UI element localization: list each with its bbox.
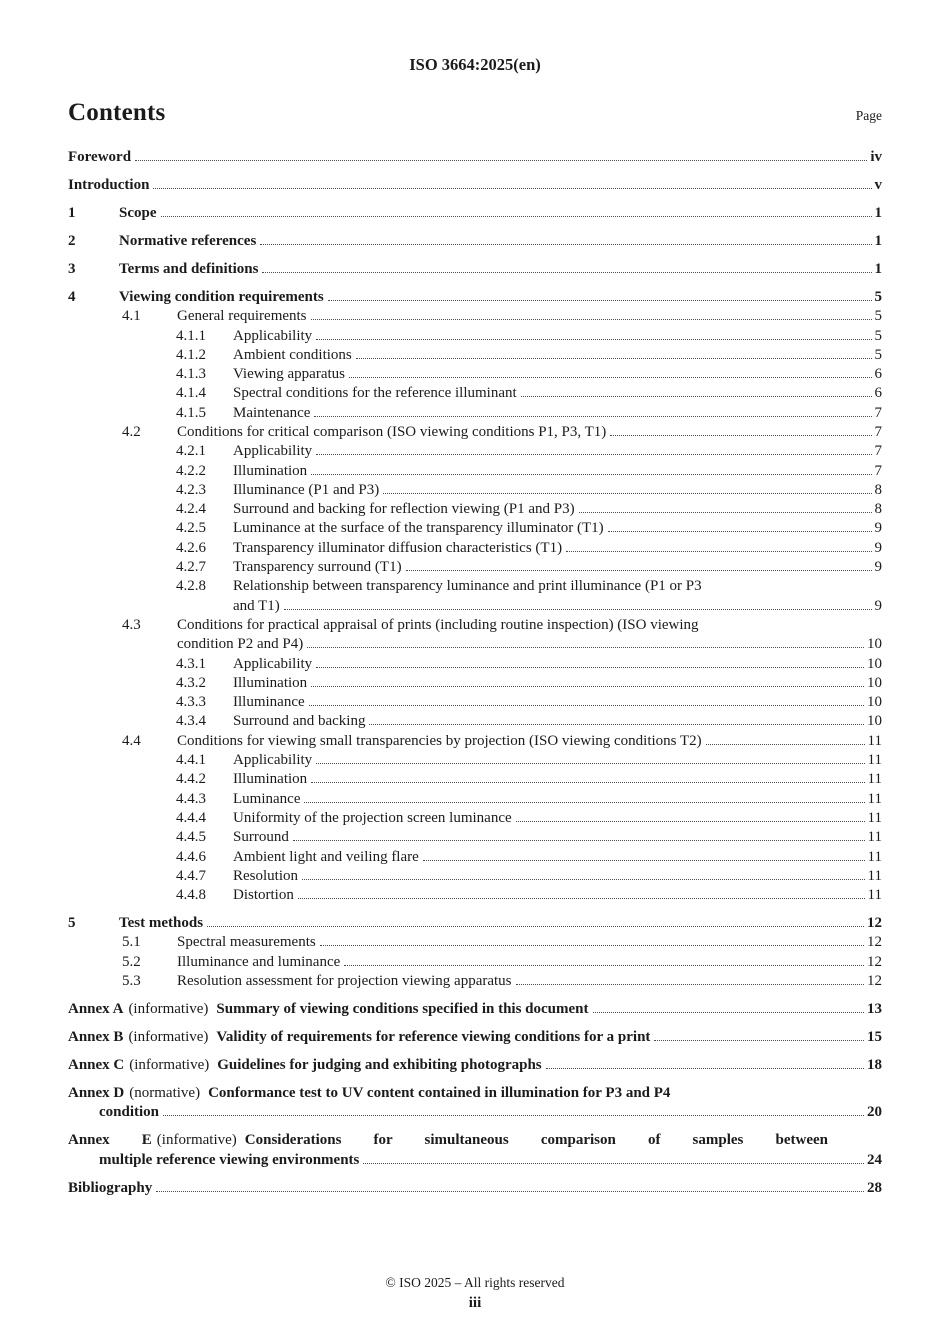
clause-number: 4.4 — [122, 732, 141, 749]
clause-number: 4.1.5 — [176, 404, 206, 421]
dot-leader — [516, 821, 865, 822]
toc-title: Normative references — [119, 232, 257, 249]
clause-number: 5.3 — [122, 973, 141, 989]
clause-number: 4.2.5 — [176, 520, 206, 537]
clause-number: 4.2.6 — [176, 539, 206, 556]
toc-entry — [68, 867, 882, 886]
toc-page-number: 5 — [874, 346, 882, 363]
clause-number: 4.1.1 — [176, 327, 206, 344]
clause-number: 4.4.3 — [176, 790, 206, 807]
toc-page-number: 5 — [874, 288, 882, 305]
toc-clause-row — [68, 327, 882, 346]
clause-number: 4 — [68, 288, 76, 305]
toc-entry — [68, 442, 882, 461]
annex-label: Annex A — [68, 1000, 124, 1017]
toc-title-continued: and T1) — [233, 597, 280, 614]
toc-title: Applicability — [233, 327, 313, 344]
dot-leader — [516, 984, 864, 985]
dot-leader — [311, 319, 872, 320]
toc-clause-row — [68, 539, 882, 558]
dot-leader — [610, 435, 871, 436]
toc-clause-row — [68, 914, 882, 933]
toc-entry — [68, 1084, 882, 1123]
toc-page-number: 12 — [867, 953, 882, 970]
annex-qualifier: (informative) — [129, 1056, 210, 1073]
dot-leader — [363, 1163, 864, 1164]
toc-entry — [68, 288, 882, 307]
footer-page-number: iii — [468, 1295, 482, 1311]
toc-entry — [68, 1056, 882, 1075]
toc-page-number: 11 — [867, 790, 882, 807]
toc-page-number: 7 — [874, 404, 882, 421]
toc-title: Illuminance (P1 and P3) — [233, 481, 380, 498]
annex-label: Annex C — [68, 1056, 125, 1073]
toc-annex-continuation — [68, 1151, 882, 1170]
dot-leader — [316, 339, 871, 340]
toc-entry — [68, 1028, 882, 1047]
toc-page-number: 10 — [867, 713, 882, 730]
toc-page-number: 24 — [867, 1151, 882, 1168]
clause-number: 4.3.1 — [176, 655, 206, 672]
toc-title: Surround — [233, 829, 289, 846]
toc-page-number: 9 — [874, 520, 882, 537]
annex-title-continued: multiple reference viewing environments — [99, 1151, 360, 1168]
toc-title: Viewing condition requirements — [119, 288, 324, 305]
toc-page-number: 11 — [867, 732, 882, 749]
toc-entry — [68, 674, 882, 693]
dot-leader — [311, 782, 864, 783]
clause-number: 3 — [68, 260, 76, 277]
toc-page-number: 12 — [867, 915, 882, 932]
toc-page-number: 13 — [867, 1000, 882, 1017]
toc-clause-row — [68, 462, 882, 481]
toc-clause-row — [68, 693, 882, 712]
toc-entry — [68, 176, 882, 195]
toc-entry — [68, 1179, 882, 1198]
dot-leader — [307, 647, 864, 648]
toc-page-number: 9 — [874, 597, 882, 614]
dot-leader — [262, 272, 871, 273]
toc-list — [68, 148, 882, 1198]
toc-entry — [68, 972, 882, 991]
toc-clause-row — [68, 972, 882, 991]
toc-clause-row — [68, 674, 882, 693]
clause-number: 4.3.3 — [176, 694, 206, 711]
toc-title: Ambient conditions — [233, 346, 352, 363]
toc-title: Illumination — [233, 462, 308, 479]
toc-clause-row — [68, 346, 882, 365]
dot-leader — [706, 744, 865, 745]
clause-number: 5.2 — [122, 953, 141, 970]
clause-number: 4.2 — [122, 424, 141, 440]
toc-page-number: v — [874, 176, 882, 193]
annex-title: Validity of requirements for reference viewing conditions for a print — [216, 1028, 651, 1045]
toc-page-number: 12 — [867, 973, 882, 989]
toc-page-number: 1 — [874, 260, 882, 277]
toc-title: Resolution assessment for projection viewing apparatus — [177, 973, 512, 989]
dot-leader — [314, 416, 871, 417]
dot-leader — [163, 1115, 864, 1116]
toc-clause-row — [68, 828, 882, 847]
toc-title: Conditions for viewing small transparencies by projection (ISO viewing conditions T2) — [177, 732, 702, 749]
toc-page-number: 6 — [874, 366, 882, 383]
toc-title: Luminance — [233, 790, 301, 807]
clause-number: 5.1 — [122, 934, 141, 951]
annex-label: Annex E — [68, 1132, 152, 1149]
toc-annex-heading — [68, 1056, 882, 1075]
toc-clause-row — [68, 404, 882, 423]
toc-title: Transparency illuminator diffusion characteristics (T1) — [233, 539, 563, 556]
toc-title: Surround and backing — [233, 713, 366, 730]
toc-entry — [68, 404, 882, 423]
toc-heading — [68, 176, 882, 195]
toc-title: Scope — [119, 204, 157, 221]
toc-annex-heading — [68, 1084, 882, 1103]
annex-qualifier: (informative) — [128, 1028, 209, 1045]
toc-page-number: 5 — [874, 308, 882, 325]
toc-clause-row — [68, 384, 882, 403]
toc-entry — [68, 933, 882, 952]
toc-page-number: 11 — [867, 867, 882, 884]
annex-title: Guidelines for judging and exhibiting photographs — [217, 1056, 542, 1073]
toc-annex-heading — [68, 1131, 828, 1150]
toc-page-number: 11 — [867, 771, 882, 788]
toc-title: Conditions for critical comparison (ISO viewing conditions P1, P3, T1) — [177, 424, 607, 440]
toc-clause-row — [68, 260, 882, 279]
dot-leader — [328, 300, 872, 301]
dot-leader — [579, 512, 872, 513]
clause-number: 1 — [68, 204, 76, 221]
toc-entry — [68, 1000, 882, 1019]
toc-entry — [68, 539, 882, 558]
toc-clause-row — [68, 809, 882, 828]
toc-page-number: 10 — [867, 694, 882, 711]
toc-annex-continuation — [68, 1103, 882, 1122]
toc-clause-continuation — [68, 635, 882, 654]
toc-entry — [68, 751, 882, 770]
dot-leader — [593, 1012, 864, 1013]
toc-entry — [68, 423, 882, 442]
clause-number: 4.2.7 — [176, 559, 206, 576]
toc-title: Applicability — [233, 752, 313, 769]
toc-title: Introduction — [68, 176, 150, 193]
toc-entry — [68, 732, 882, 751]
dot-leader — [566, 551, 871, 552]
page-footer — [0, 1274, 950, 1313]
toc-entry — [68, 481, 882, 500]
clause-number: 4.4.7 — [176, 867, 206, 884]
dot-leader — [316, 454, 871, 455]
dot-leader — [316, 763, 864, 764]
toc-clause-row — [68, 365, 882, 384]
toc-title: Applicability — [233, 655, 313, 672]
clause-number: 4.2.3 — [176, 481, 206, 498]
toc-clause-row — [68, 423, 882, 442]
dot-leader — [156, 1191, 864, 1192]
toc-page-number: 11 — [867, 752, 882, 769]
dot-leader — [320, 945, 864, 946]
toc-title: Transparency surround (T1) — [233, 559, 402, 576]
annex-title: Conformance test to UV content contained in illumination for P3 and P4 — [208, 1084, 671, 1101]
clause-number: 4.4.8 — [176, 887, 206, 904]
toc-clause-row — [68, 500, 882, 519]
page-title: Contents — [68, 99, 166, 126]
clause-number: 4.3.4 — [176, 713, 206, 730]
toc-entry — [68, 828, 882, 847]
toc-entry — [68, 914, 882, 933]
toc-clause-row — [68, 307, 882, 326]
toc-page-number: 7 — [874, 462, 882, 479]
toc-entry — [68, 384, 882, 403]
clause-number: 4.4.5 — [176, 829, 206, 846]
toc-page-number: 10 — [867, 674, 882, 691]
toc-entry — [68, 848, 882, 867]
toc-title: Surround and backing for reflection viewing (P1 and P3) — [233, 501, 575, 518]
toc-clause-row — [68, 577, 882, 596]
toc-clause-row — [68, 519, 882, 538]
toc-page-number: 28 — [867, 1179, 882, 1196]
toc-clause-row — [68, 442, 882, 461]
toc-page-number: 10 — [867, 655, 882, 672]
dot-leader — [311, 686, 864, 687]
toc-page-number: 7 — [874, 443, 882, 460]
dot-leader — [153, 188, 871, 189]
toc-clause-row — [68, 953, 882, 972]
dot-leader — [383, 493, 871, 494]
toc-page-number: 15 — [867, 1028, 882, 1045]
toc-title: Spectral measurements — [177, 934, 316, 951]
toc-heading — [68, 148, 882, 167]
contents-title-row — [68, 99, 882, 127]
toc-title: Illuminance — [233, 694, 305, 711]
toc-entry — [68, 693, 882, 712]
dot-leader — [293, 840, 865, 841]
clause-number: 4.2.4 — [176, 501, 206, 518]
toc-entry — [68, 770, 882, 789]
dot-leader — [369, 724, 864, 725]
clause-number: 4.4.2 — [176, 771, 206, 788]
toc-entry — [68, 307, 882, 326]
clause-number: 4.4.1 — [176, 752, 206, 769]
toc-clause-row — [68, 732, 882, 751]
toc-entry — [68, 500, 882, 519]
toc-entry — [68, 953, 882, 972]
toc-clause-row — [68, 886, 882, 905]
toc-clause-row — [68, 558, 882, 577]
toc-clause-row — [68, 848, 882, 867]
toc-entry — [68, 558, 882, 577]
toc-entry — [68, 809, 882, 828]
toc-clause-row — [68, 616, 882, 635]
annex-label: Annex D — [68, 1084, 125, 1101]
toc-page-number: 5 — [874, 327, 882, 344]
toc-page-number: 10 — [867, 636, 882, 653]
toc-clause-row — [68, 790, 882, 809]
toc-title: Ambient light and veiling flare — [233, 848, 419, 865]
toc-title: Luminance at the surface of the transparency illuminator (T1) — [233, 520, 604, 537]
clause-number: 4.3 — [122, 616, 141, 633]
toc-entry — [68, 519, 882, 538]
dot-leader — [654, 1040, 864, 1041]
toc-entry — [68, 232, 882, 251]
toc-entry — [68, 462, 882, 481]
toc-page-number: 12 — [867, 934, 882, 951]
toc-entry — [68, 577, 882, 616]
clause-number: 4.1 — [122, 308, 141, 325]
clause-number: 5 — [68, 915, 76, 932]
annex-title-continued: condition — [99, 1104, 160, 1121]
toc-title: Illumination — [233, 674, 308, 691]
toc-entry — [68, 655, 882, 674]
dot-leader — [406, 570, 872, 571]
annex-qualifier: (normative) — [129, 1084, 201, 1101]
toc-annex-heading — [68, 1028, 882, 1047]
dot-leader — [423, 860, 865, 861]
dot-leader — [349, 377, 872, 378]
toc-clause-continuation — [68, 597, 882, 616]
clause-number: 4.4.4 — [176, 809, 206, 826]
toc-entry — [68, 1131, 882, 1170]
toc-page-number: 8 — [874, 481, 882, 498]
toc-title-continued: condition P2 and P4) — [177, 636, 304, 653]
clause-number: 4.4.6 — [176, 848, 206, 865]
toc-title: Maintenance — [233, 404, 311, 421]
toc-entry — [68, 616, 882, 655]
dot-leader — [161, 216, 872, 217]
dot-leader — [284, 609, 872, 610]
dot-leader — [356, 358, 872, 359]
toc-page-number: 18 — [867, 1056, 882, 1073]
toc-page-number: 8 — [874, 501, 882, 518]
toc-page-number: 1 — [874, 204, 882, 221]
toc-clause-row — [68, 655, 882, 674]
clause-number: 4.3.2 — [176, 674, 206, 691]
toc-page-number: 7 — [874, 424, 882, 440]
document-header: ISO 3664:2025(en) — [409, 55, 541, 74]
clause-number: 4.2.2 — [176, 462, 206, 479]
annex-title: Considerations for simultaneous comparison of samples between — [244, 1132, 828, 1149]
toc-page-number: 6 — [874, 385, 882, 402]
toc-title: Illuminance and luminance — [177, 953, 341, 970]
toc-title: Test methods — [119, 915, 204, 932]
toc-heading — [68, 1179, 882, 1198]
toc-annex-heading — [68, 1000, 882, 1019]
toc-title: Resolution — [233, 867, 299, 884]
toc-clause-row — [68, 481, 882, 500]
dot-leader — [309, 705, 864, 706]
page-column-label: Page — [855, 108, 882, 123]
toc-entry — [68, 148, 882, 167]
annex-qualifier: (informative) — [128, 1000, 209, 1017]
toc-page-number: 9 — [874, 539, 882, 556]
toc-clause-row — [68, 751, 882, 770]
toc-page-number: 11 — [867, 809, 882, 826]
dot-leader — [207, 926, 864, 927]
clause-number: 4.1.2 — [176, 346, 206, 363]
toc-entry — [68, 886, 882, 905]
dot-leader — [608, 531, 872, 532]
clause-number: 2 — [68, 232, 76, 249]
dot-leader — [260, 244, 871, 245]
toc-page-number: 11 — [867, 829, 882, 846]
toc-title: Terms and definitions — [119, 260, 259, 277]
dot-leader — [302, 879, 865, 880]
toc-page-number: 11 — [867, 887, 882, 904]
toc-title: Conditions for practical appraisal of prints (including routine inspection) (ISO viewing — [177, 616, 699, 633]
clause-number: 4.2.8 — [176, 578, 206, 595]
toc-clause-row — [68, 232, 882, 251]
toc-clause-row — [68, 288, 882, 307]
annex-title: Summary of viewing conditions specified in this document — [216, 1000, 589, 1017]
toc-title: General requirements — [177, 308, 307, 325]
toc-clause-row — [68, 867, 882, 886]
dot-leader — [316, 667, 864, 668]
toc-page-number: 1 — [874, 232, 882, 249]
toc-title: Distortion — [233, 887, 294, 904]
toc-title: Illumination — [233, 771, 308, 788]
toc-page-number: 20 — [867, 1104, 882, 1121]
toc-title: Bibliography — [68, 1179, 153, 1196]
toc-clause-row — [68, 770, 882, 789]
toc-clause-row — [68, 204, 882, 223]
toc-title: Uniformity of the projection screen luminance — [233, 809, 512, 826]
dot-leader — [298, 898, 865, 899]
dot-leader — [521, 396, 872, 397]
toc-clause-row — [68, 933, 882, 952]
footer-copyright: © ISO 2025 – All rights reserved — [385, 1275, 565, 1290]
toc-entry — [68, 712, 882, 731]
toc-title: Spectral conditions for the reference illuminant — [233, 385, 517, 402]
dot-leader — [304, 802, 864, 803]
clause-number: 4.1.4 — [176, 385, 206, 402]
annex-qualifier: (informative) — [156, 1132, 237, 1149]
toc-entry — [68, 346, 882, 365]
toc-title: Relationship between transparency luminance and print illuminance (P1 or P3 — [233, 578, 702, 595]
toc-entry — [68, 204, 882, 223]
clause-number: 4.1.3 — [176, 366, 206, 383]
toc-entry — [68, 327, 882, 346]
toc-clause-row — [68, 712, 882, 731]
dot-leader — [135, 160, 867, 161]
annex-label: Annex B — [68, 1028, 124, 1045]
toc-page-number: 9 — [874, 559, 882, 576]
dot-leader — [344, 965, 864, 966]
dot-leader — [546, 1068, 864, 1069]
toc-title: Applicability — [233, 443, 313, 460]
toc-entry — [68, 260, 882, 279]
dot-leader — [311, 474, 871, 475]
toc-title: Viewing apparatus — [233, 366, 345, 383]
toc-title: Foreword — [68, 149, 132, 165]
toc-entry — [68, 365, 882, 384]
toc-page-number: 11 — [867, 848, 882, 865]
toc-entry — [68, 790, 882, 809]
clause-number: 4.2.1 — [176, 443, 206, 460]
toc-page-number: iv — [870, 149, 882, 165]
